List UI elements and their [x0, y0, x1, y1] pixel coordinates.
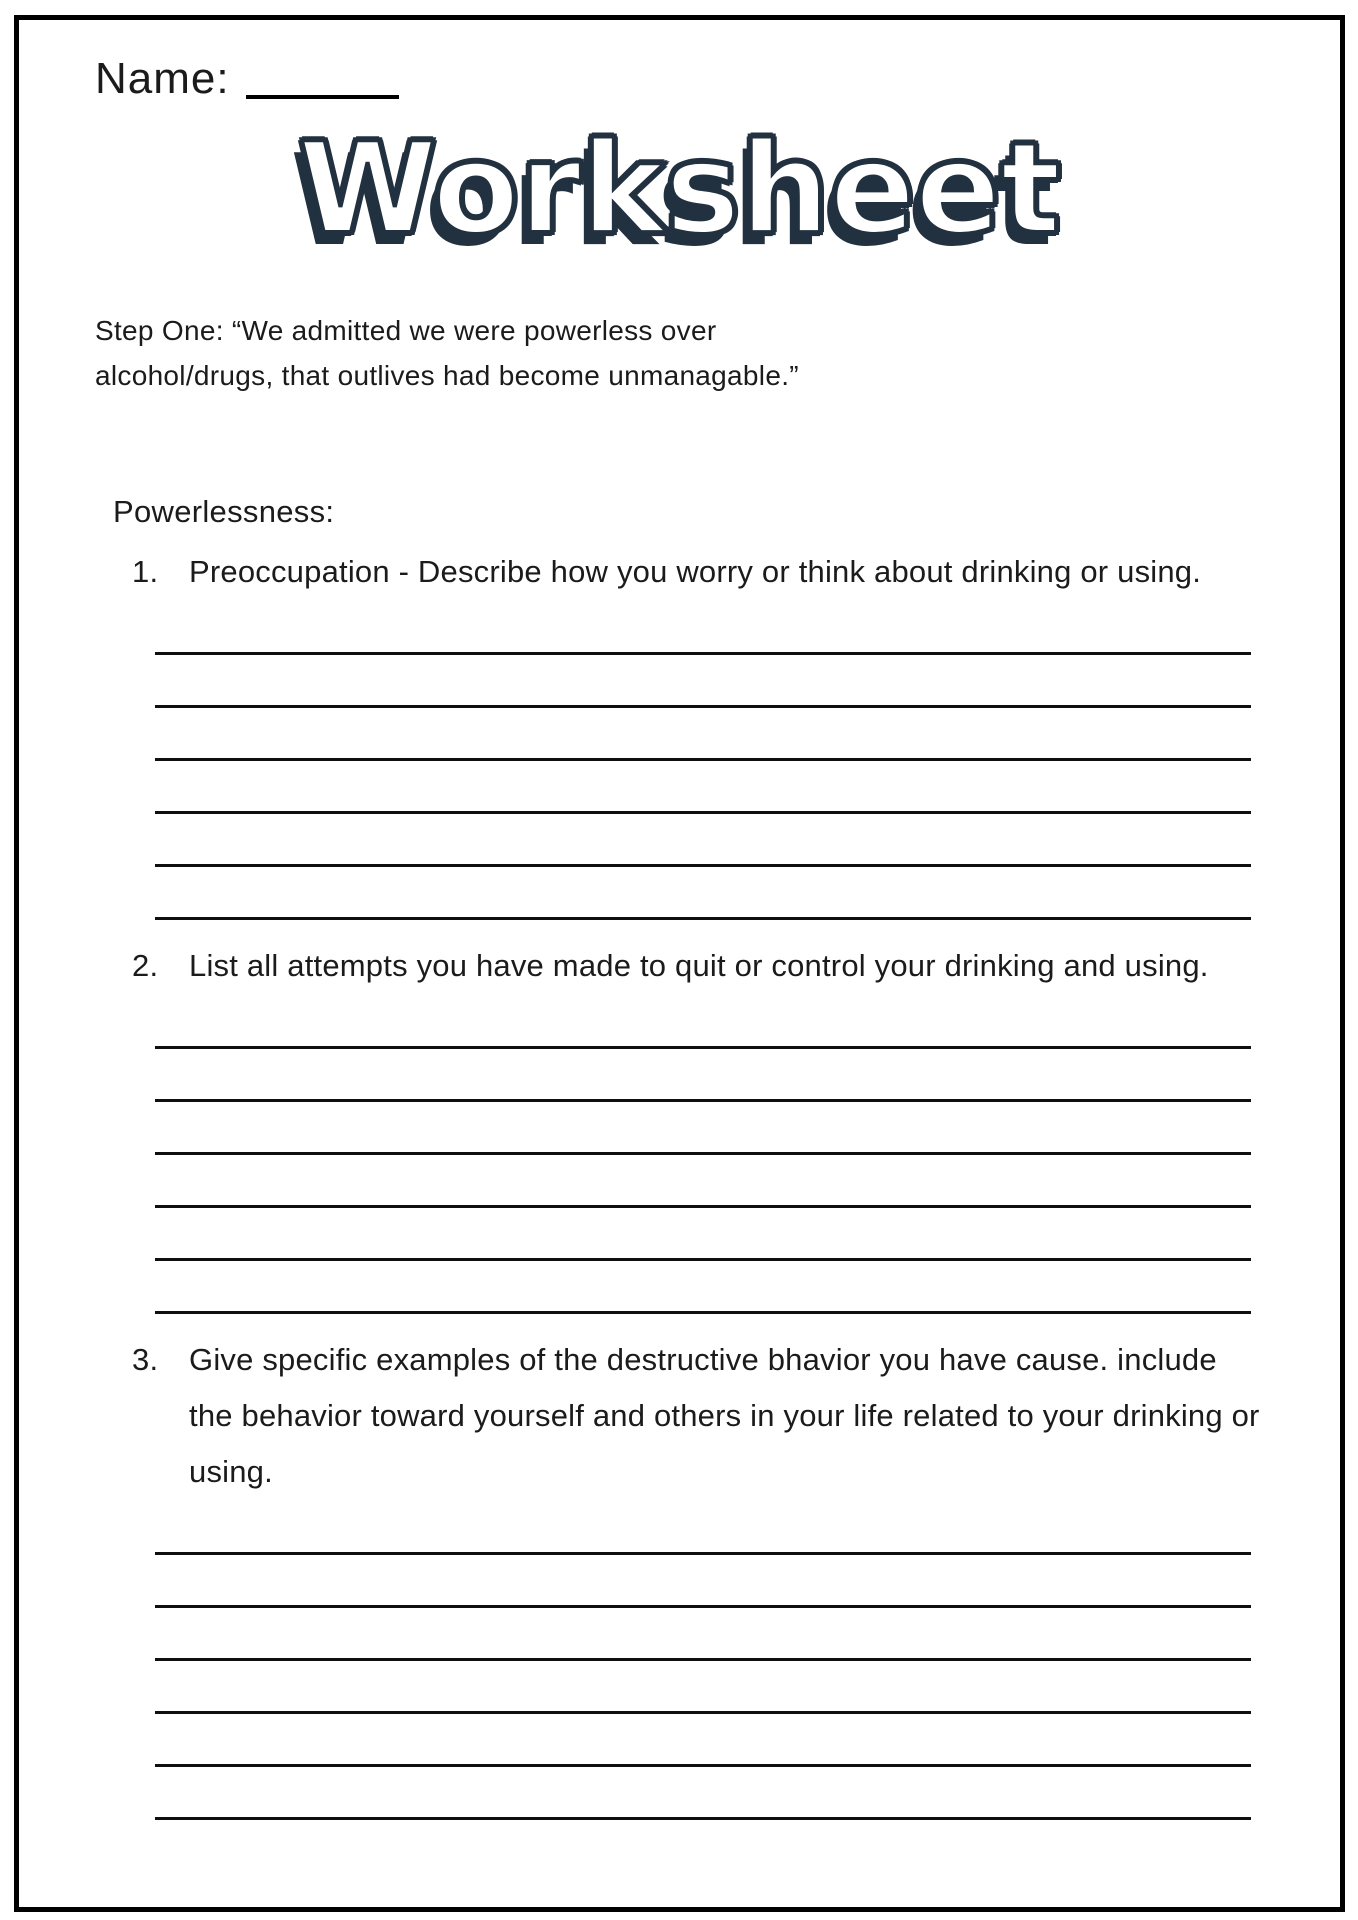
answer-line	[155, 996, 1251, 1049]
answer-line	[155, 708, 1251, 761]
answer-line	[155, 655, 1251, 708]
answer-lines	[155, 1502, 1251, 1820]
answer-line	[155, 1261, 1251, 1314]
answer-line	[155, 761, 1251, 814]
answer-line	[155, 1661, 1251, 1714]
name-label: Name:	[95, 54, 230, 103]
question-text: Give specific examples of the destructive bhavior you have cause. include the behavior toward yourself and others in your life related to your drinking or using.	[189, 1341, 1260, 1489]
question-item	[19, 1332, 1340, 1820]
step-one-quote-line1: Step One: “We admitted we were powerless over	[95, 314, 717, 346]
answer-line	[155, 1502, 1251, 1555]
questions-list	[19, 544, 1340, 1820]
answer-line	[155, 1049, 1251, 1102]
answer-lines	[155, 996, 1251, 1314]
answer-line	[155, 1155, 1251, 1208]
step-one-quote-line2: alcohol/drugs, that outlives had become unmanagable.”	[95, 359, 799, 391]
answer-line	[155, 1608, 1251, 1661]
question-row	[132, 938, 1340, 994]
name-row	[95, 54, 1340, 104]
answer-line	[155, 814, 1251, 867]
question-text: Preoccupation - Describe how you worry or think about drinking or using.	[189, 553, 1202, 589]
answer-line	[155, 1102, 1251, 1155]
answer-line	[155, 602, 1251, 655]
question-number: 2.	[132, 947, 159, 983]
page-title: Worksheet	[298, 115, 1061, 262]
powerlessness-heading: Powerlessness:	[113, 493, 335, 529]
question-row	[132, 1332, 1340, 1500]
answer-line	[155, 1714, 1251, 1767]
answer-lines	[155, 602, 1251, 920]
answer-line	[155, 1208, 1251, 1261]
name-blank-line	[246, 65, 399, 99]
answer-line	[155, 867, 1251, 920]
question-number: 1.	[132, 553, 159, 589]
question-row	[132, 544, 1340, 600]
question-text: List all attempts you have made to quit or control your drinking and using.	[189, 947, 1209, 983]
page-content	[19, 20, 1340, 1838]
step-one-quote	[95, 308, 875, 398]
answer-line	[155, 1767, 1251, 1820]
question-item	[19, 938, 1340, 1314]
answer-line	[155, 1555, 1251, 1608]
question-number: 3.	[132, 1341, 159, 1377]
question-item	[19, 544, 1340, 920]
